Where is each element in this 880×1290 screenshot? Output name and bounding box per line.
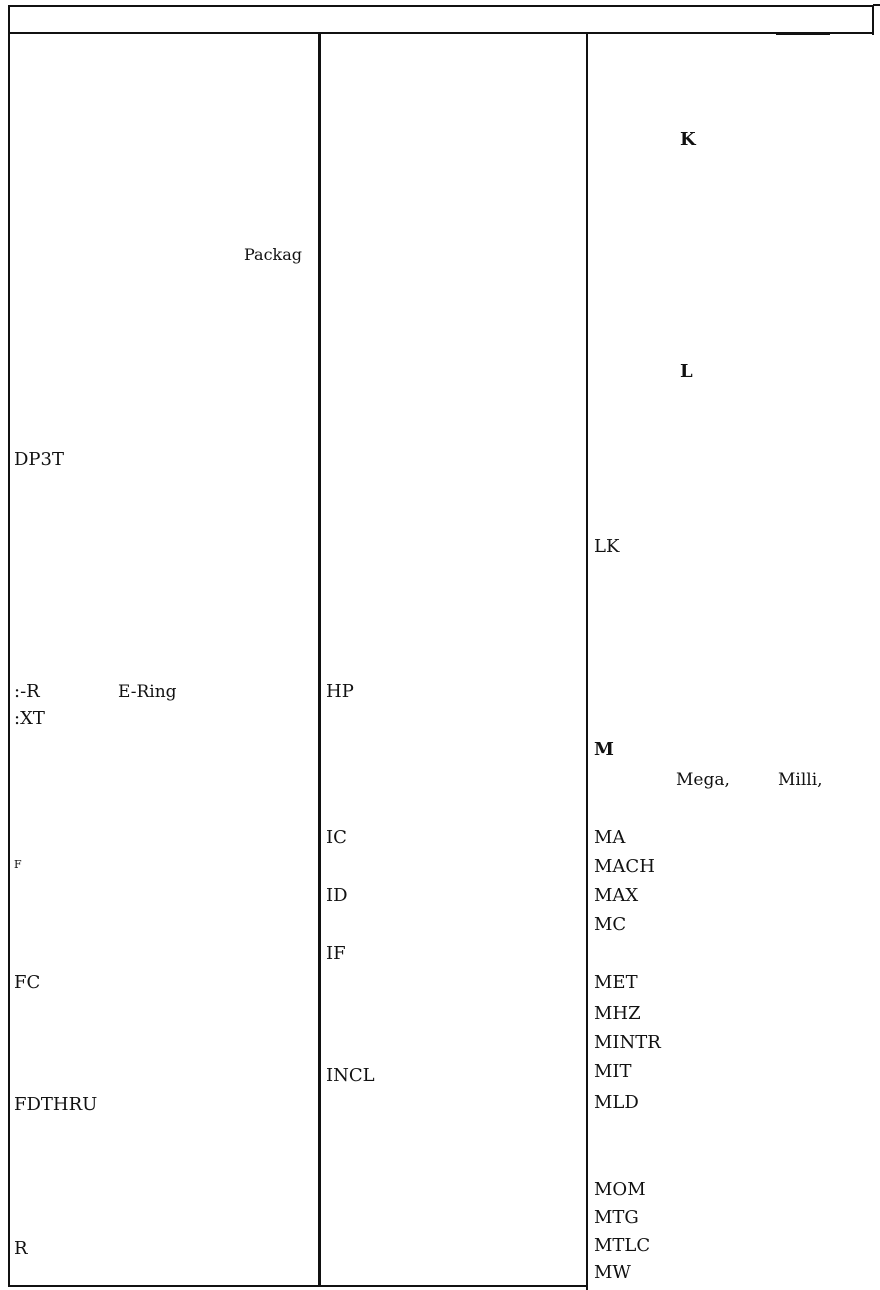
col1-dp3t-abbrev: DP3T <box>14 449 65 470</box>
table-left-border <box>8 5 10 1287</box>
col2-if-abbrev: IF <box>326 943 346 964</box>
col2-hp-abbrev: HP <box>326 681 354 702</box>
col3-lk-abbrev: LK <box>594 536 620 557</box>
table-right-tick <box>873 4 880 6</box>
table-right-border <box>872 5 874 35</box>
col1-f-abbrev: F <box>14 858 22 871</box>
col1-er-abbrev: :-R <box>14 681 40 702</box>
column-divider-2 <box>586 34 588 1290</box>
col1-fc-abbrev: FC <box>14 972 41 993</box>
col3-mw-abbrev: MW <box>594 1262 631 1283</box>
col2-id-abbrev: ID <box>326 885 348 906</box>
col3-mega-text: Mega, <box>676 770 730 790</box>
col3-mit-abbrev: MIT <box>594 1061 632 1082</box>
col3-max-abbrev: MAX <box>594 885 639 906</box>
section-heading-l: L <box>680 361 693 382</box>
col3-ma-abbrev: MA <box>594 827 626 848</box>
col3-mhz-abbrev: MHZ <box>594 1003 641 1024</box>
col3-mom-abbrev: MOM <box>594 1179 646 1200</box>
col1-er-description: E-Ring <box>118 682 177 702</box>
col3-mld-abbrev: MLD <box>594 1092 639 1113</box>
col3-mc-abbrev: MC <box>594 914 627 935</box>
section-heading-m: M <box>594 739 614 760</box>
col1-r-abbrev: R <box>14 1238 28 1259</box>
col3-mtlc-abbrev: MTLC <box>594 1235 651 1256</box>
section-heading-k: K <box>680 129 696 150</box>
col1-package-text: Packag <box>244 245 303 264</box>
col1-ext-abbrev: :XT <box>14 708 45 729</box>
col3-met-abbrev: MET <box>594 972 638 993</box>
column-divider-1 <box>318 34 321 1286</box>
col3-mtg-abbrev: MTG <box>594 1207 639 1228</box>
table-bottom-border <box>8 1285 586 1287</box>
table-header-rule <box>8 32 874 34</box>
col3-mintr-abbrev: MINTR <box>594 1032 661 1053</box>
table-top-border <box>8 5 874 7</box>
col1-fdthru-abbrev: FDTHRU <box>14 1094 98 1115</box>
col2-incl-abbrev: INCL <box>326 1065 375 1086</box>
section-rule-short <box>776 33 830 35</box>
col2-ic-abbrev: IC <box>326 827 347 848</box>
col3-mach-abbrev: MACH <box>594 856 655 877</box>
col3-milli-text: Milli, <box>778 770 823 790</box>
